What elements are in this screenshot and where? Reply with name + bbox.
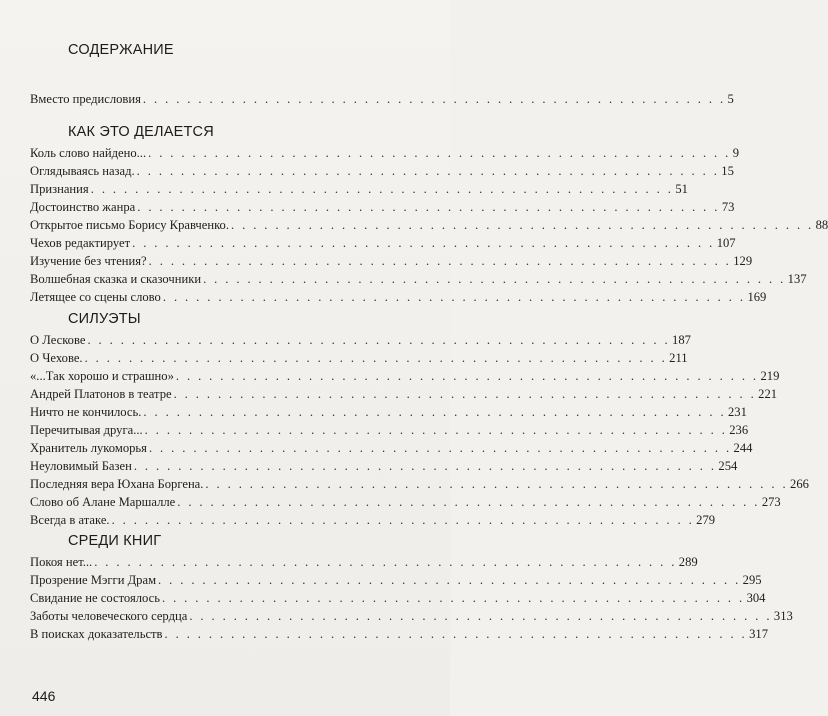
toc-entry-page: 221 — [758, 387, 778, 401]
toc-entry — [30, 144, 739, 162]
section-heading-how: КАК ЭТО ДЕЛАЕТСЯ — [68, 124, 214, 140]
dot-leader: . . . . . . . . . . . . . . . . . . . . . . . . . . . . . . . . . . . . . . . . . . . . . . . . . . . . . — [133, 459, 717, 473]
toc-entry-page: 254 — [718, 459, 738, 473]
toc-entry-page: 313 — [773, 609, 793, 623]
toc-entry — [30, 216, 828, 234]
toc-entry-title: Достоинство жанра — [30, 200, 136, 214]
dot-leader: . . . . . . . . . . . . . . . . . . . . . . . . . . . . . . . . . . . . . . . . . . . . . . . . . . . . . — [137, 200, 720, 214]
dot-leader: . . . . . . . . . . . . . . . . . . . . . . . . . . . . . . . . . . . . . . . . . . . . . . . . . . . . . — [142, 92, 726, 106]
toc-entry-title: О Лескове — [30, 333, 86, 347]
toc-entry-title: Перечитывая друга... — [30, 423, 143, 437]
toc-entry-page: 244 — [733, 441, 753, 455]
dot-leader: . . . . . . . . . . . . . . . . . . . . . . . . . . . . . . . . . . . . . . . . . . . . . . . . . . . . . — [84, 351, 668, 365]
dot-leader: . . . . . . . . . . . . . . . . . . . . . . . . . . . . . . . . . . . . . . . . . . . . . . . . . . . . . — [132, 236, 715, 250]
toc-entry — [30, 403, 747, 421]
toc-entry-page: 211 — [669, 351, 688, 365]
toc-entry — [30, 607, 793, 625]
dot-leader: . . . . . . . . . . . . . . . . . . . . . . . . . . . . . . . . . . . . . . . . . . . . . . . . . . . . . — [87, 333, 671, 347]
dot-leader: . . . . . . . . . . . . . . . . . . . . . . . . . . . . . . . . . . . . . . . . . . . . . . . . . . . . . — [205, 477, 789, 491]
page-number: 446 — [32, 688, 56, 704]
toc-entry-title: Ничто не кончилось. — [30, 405, 142, 419]
toc-entry — [30, 589, 766, 607]
dot-leader: . . . . . . . . . . . . . . . . . . . . . . . . . . . . . . . . . . . . . . . . . . . . . . . . . . . . . — [175, 369, 759, 383]
toc-entry — [30, 367, 780, 385]
toc-entry — [30, 421, 749, 439]
toc-entry-title: Оглядываясь назад. — [30, 164, 135, 178]
toc-entry-title: Неуловимый Базен — [30, 459, 132, 473]
toc-entry-title: Коль слово найдено... — [30, 146, 147, 160]
section-heading-silhouettes: СИЛУЭТЫ — [68, 311, 141, 327]
toc-entry — [30, 439, 753, 457]
dot-leader: . . . . . . . . . . . . . . . . . . . . . . . . . . . . . . . . . . . . . . . . . . . . . . . . . . . . . — [144, 423, 728, 437]
toc-entry — [30, 90, 734, 108]
dot-leader: . . . . . . . . . . . . . . . . . . . . . . . . . . . . . . . . . . . . . . . . . . . . . . . . . . . . . — [231, 218, 814, 232]
dot-leader: . . . . . . . . . . . . . . . . . . . . . . . . . . . . . . . . . . . . . . . . . . . . . . . . . . . . . — [94, 555, 677, 569]
toc-entry-title: Слово об Алане Маршалле — [30, 495, 176, 509]
toc-entry-page: 231 — [728, 405, 747, 419]
toc-entry-page: 279 — [696, 513, 716, 527]
toc-entry-page: 304 — [746, 591, 766, 605]
dot-leader: . . . . . . . . . . . . . . . . . . . . . . . . . . . . . . . . . . . . . . . . . . . . . . . . . . . . . — [136, 164, 720, 178]
dot-leader: . . . . . . . . . . . . . . . . . . . . . . . . . . . . . . . . . . . . . . . . . . . . . . . . . . . . . — [148, 146, 731, 160]
toc-entry-page: 273 — [761, 495, 781, 509]
dot-leader: . . . . . . . . . . . . . . . . . . . . . . . . . . . . . . . . . . . . . . . . . . . . . . . . . . . . . — [161, 591, 745, 605]
toc-entry — [30, 234, 736, 252]
toc-entry-title: Прозрение Мэгги Драм — [30, 573, 157, 587]
dot-leader: . . . . . . . . . . . . . . . . . . . . . . . . . . . . . . . . . . . . . . . . . . . . . . . . . . . . . — [143, 405, 726, 419]
toc-entry-page: 73 — [721, 200, 735, 214]
dot-leader: . . . . . . . . . . . . . . . . . . . . . . . . . . . . . . . . . . . . . . . . . . . . . . . . . . . . . — [173, 387, 757, 401]
toc-entry-page: 317 — [749, 627, 768, 641]
toc-entry — [30, 252, 753, 270]
toc-entry-page: 9 — [732, 146, 739, 160]
toc-entry — [30, 571, 762, 589]
toc-entry-page: 88 — [815, 218, 828, 232]
toc-entry-title: Чехов редактирует — [30, 236, 131, 250]
toc-entry-title: Признания — [30, 182, 89, 196]
dot-leader: . . . . . . . . . . . . . . . . . . . . . . . . . . . . . . . . . . . . . . . . . . . . . . . . . . . . . — [164, 627, 748, 641]
toc-entry-page: 137 — [787, 272, 807, 286]
dot-leader: . . . . . . . . . . . . . . . . . . . . . . . . . . . . . . . . . . . . . . . . . . . . . . . . . . . . . — [158, 573, 741, 587]
section-heading-among-books: СРЕДИ КНИГ — [68, 533, 162, 549]
toc-entry-page: 107 — [716, 236, 736, 250]
toc-entry — [30, 625, 768, 643]
toc-entry-title: Последняя вера Юхана Боргена. — [30, 477, 204, 491]
toc-entry-page: 295 — [742, 573, 762, 587]
toc-entry — [30, 385, 778, 403]
dot-leader: . . . . . . . . . . . . . . . . . . . . . . . . . . . . . . . . . . . . . . . . . . . . . . . . . . . . . — [90, 182, 674, 196]
toc-entry-title: Волшебная сказка и сказочники — [30, 272, 202, 286]
toc-entry-page: 5 — [727, 92, 734, 106]
toc-entry — [30, 349, 688, 367]
toc-entry-page: 236 — [729, 423, 749, 437]
toc-entry-title: Всегда в атаке. — [30, 513, 110, 527]
toc-entry-title: Андрей Платонов в театре — [30, 387, 172, 401]
toc-entry-page: 187 — [672, 333, 691, 347]
toc-entry-title: В поисках доказательств — [30, 627, 163, 641]
toc-entry-title: Хранитель лукоморья — [30, 441, 147, 455]
toc-entry-title: Покоя нет... — [30, 555, 93, 569]
dot-leader: . . . . . . . . . . . . . . . . . . . . . . . . . . . . . . . . . . . . . . . . . . . . . . . . . . . . . — [148, 441, 732, 455]
dot-leader: . . . . . . . . . . . . . . . . . . . . . . . . . . . . . . . . . . . . . . . . . . . . . . . . . . . . . — [148, 254, 732, 268]
toc-entry-page: 266 — [790, 477, 809, 491]
toc-entry-title: Изучение без чтения? — [30, 254, 147, 268]
dot-leader: . . . . . . . . . . . . . . . . . . . . . . . . . . . . . . . . . . . . . . . . . . . . . . . . . . . . . — [111, 513, 695, 527]
toc-entry-title: Открытое письмо Борису Кравченко. — [30, 218, 230, 232]
toc-entry — [30, 511, 716, 529]
toc-entry-title: Летящее со сцены слово — [30, 290, 161, 304]
toc-entry-title: Вместо предисловия — [30, 92, 141, 106]
toc-entry-title: «...Так хорошо и страшно» — [30, 369, 174, 383]
dot-leader: . . . . . . . . . . . . . . . . . . . . . . . . . . . . . . . . . . . . . . . . . . . . . . . . . . . . . — [177, 495, 760, 509]
dot-leader: . . . . . . . . . . . . . . . . . . . . . . . . . . . . . . . . . . . . . . . . . . . . . . . . . . . . . — [189, 609, 772, 623]
dot-leader: . . . . . . . . . . . . . . . . . . . . . . . . . . . . . . . . . . . . . . . . . . . . . . . . . . . . . — [162, 290, 746, 304]
section-heading-contents: СОДЕРЖАНИЕ — [68, 42, 174, 58]
toc-entry — [30, 198, 735, 216]
toc-entry — [30, 553, 698, 571]
toc-entry-page: 219 — [760, 369, 780, 383]
toc-entry-title: Свидание не состоялось — [30, 591, 160, 605]
toc-entry — [30, 331, 691, 349]
toc-entry — [30, 493, 781, 511]
toc-entry-title: Заботы человеческого сердца — [30, 609, 188, 623]
toc-entry — [30, 270, 807, 288]
toc-entry — [30, 457, 738, 475]
toc-entry — [30, 475, 809, 493]
toc-entry-title: О Чехове. — [30, 351, 83, 365]
toc-entry-page: 129 — [733, 254, 753, 268]
toc-entry-page: 15 — [721, 164, 734, 178]
dot-leader: . . . . . . . . . . . . . . . . . . . . . . . . . . . . . . . . . . . . . . . . . . . . . . . . . . . . . — [203, 272, 786, 286]
toc-entry — [30, 162, 734, 180]
toc-entry-page: 289 — [678, 555, 698, 569]
toc-entry-page: 51 — [675, 182, 688, 196]
toc-entry — [30, 288, 767, 306]
toc-entry-page: 169 — [747, 290, 767, 304]
toc-entry — [30, 180, 688, 198]
